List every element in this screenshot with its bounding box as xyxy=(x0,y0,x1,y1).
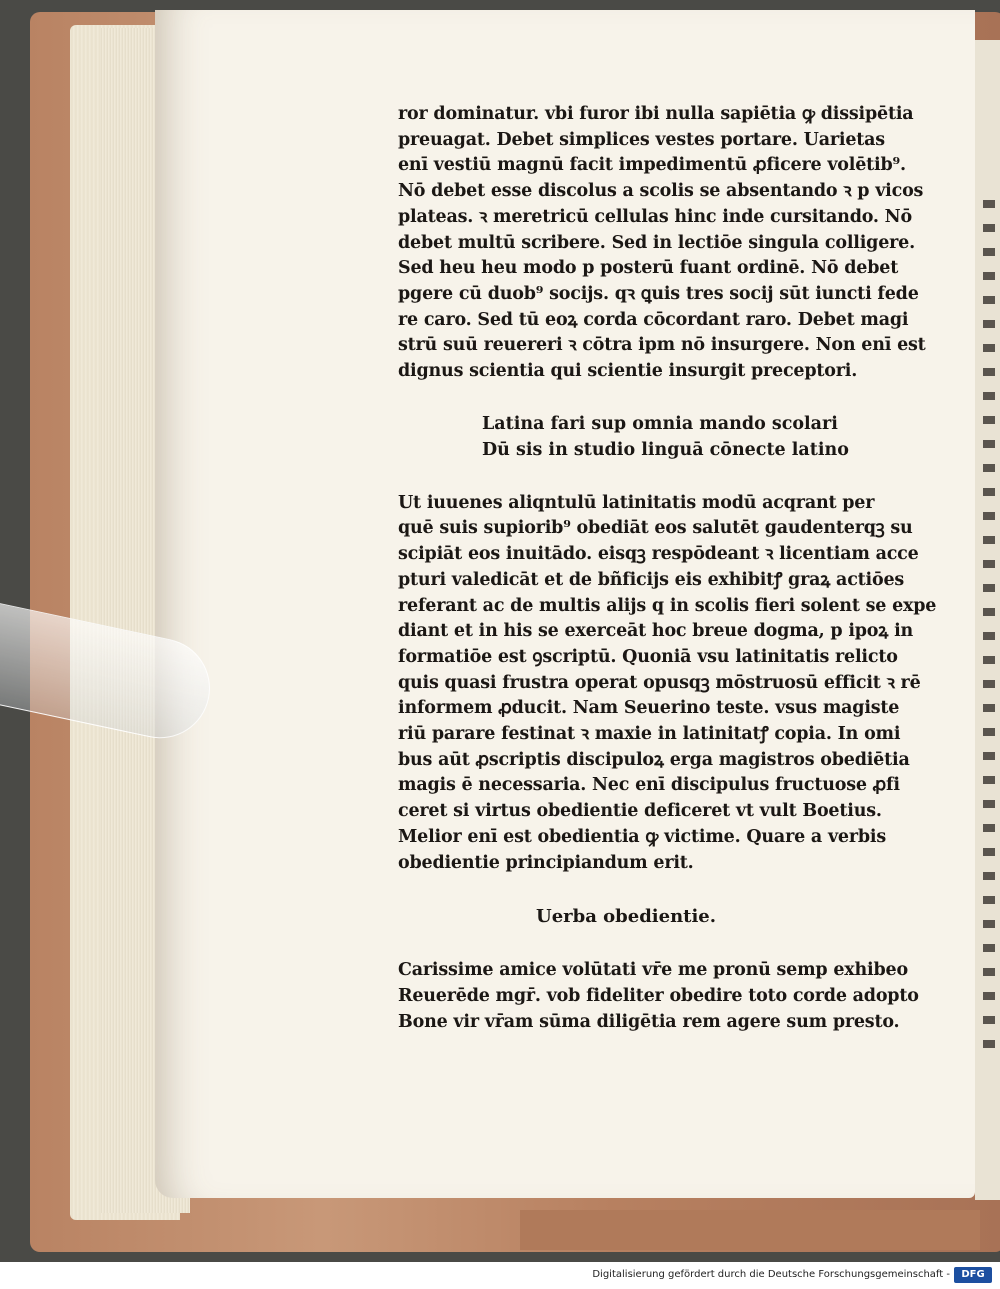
funding-credit: Digitalisierung gefördert durch die Deutsche Forschungsgemeinschaft - xyxy=(592,1269,950,1280)
page-text xyxy=(398,102,938,1035)
text-line: pturi valedicāt et de bñficijs eis exhibitꝭ graꝝ actiōes xyxy=(398,569,905,590)
text-line: riū parare festinat ꝛ maxie in latinitatꝭ copia. In omi xyxy=(398,724,901,745)
text-line: dignus scientia qui scientie insurgit preceptori. xyxy=(398,361,858,382)
paragraph-3 xyxy=(398,958,938,1035)
text-line: re caro. Sed tū eoꝝ corda cōcordant raro. Debet magi xyxy=(398,309,909,330)
text-line: enī vestiū magnū facit impedimentū ꝓficere volētib⁹. xyxy=(398,155,906,176)
text-line: plateas. ꝛ meretricū cellulas hinc inde cursitando. Nō xyxy=(398,206,912,227)
text-line: ceret si virtus obedientie deficeret vt vult Boetius. xyxy=(398,801,882,822)
text-line: informem ꝓducit. Nam Seuerino teste. vsus magiste xyxy=(398,698,900,719)
text-line: Melior enī est obedientia ꝙ victime. Quare a verbis xyxy=(398,826,887,847)
text-line: magis ē necessaria. Nec enī discipulus fructuose ꝓfi xyxy=(398,775,900,796)
text-line: quis quasi frustra operat opusqꝫ mōstruosū efficit ꝛ rē xyxy=(398,672,921,693)
text-line: Ut iuuenes aliqntulū latinitatis modū acqrant per xyxy=(398,492,875,513)
text-line: preuagat. Debet simplices vestes portare. Uarietas xyxy=(398,129,885,150)
text-line: debet multū scribere. Sed in lectiōe singula colligere. xyxy=(398,232,915,253)
dfg-logo: DFG xyxy=(954,1267,992,1283)
section-heading: Uerba obedientie. xyxy=(536,906,717,928)
text-line: bus aūt ꝓscriptis discipuloꝝ erga magistros obediētia xyxy=(398,749,910,770)
paragraph-1 xyxy=(398,102,938,385)
text-line: Reuerēde mgr̄. vob fideliter obedire toto corde adopto xyxy=(398,985,919,1006)
text-line: obedientie principiandum erit. xyxy=(398,852,694,873)
text-line: Carissime amice volūtati vr̄e me pronū semp exhibeo xyxy=(398,960,908,981)
cover-bottom-edge xyxy=(520,1210,980,1250)
text-line: diant et in his se exerceāt hoc breue dogma, p ipoꝝ in xyxy=(398,621,914,642)
text-line: Nō debet esse discolus a scolis se absentando ꝛ p vicos xyxy=(398,181,924,202)
facing-page-text-fragment xyxy=(983,200,995,1060)
text-line: Bone vir vr̄am sūma diligētia rem agere sum presto. xyxy=(398,1011,900,1032)
text-line: Sed heu heu modo p posterū fuant ordinē. Nō debet xyxy=(398,258,899,279)
verse-line: Dū sis in studio linguā cōnecte latino xyxy=(482,439,849,460)
footer xyxy=(0,1262,1000,1289)
paragraph-2 xyxy=(398,491,938,877)
text-line: referant ac de multis alijs q in scolis fieri solent se expe xyxy=(398,595,937,616)
text-line: ror dominatur. vbi furor ibi nulla sapiētia ꝙ dissipētia xyxy=(398,104,914,124)
verse-line: Latina fari sup omnia mando scolari xyxy=(482,413,838,434)
text-line: formatiōe est ꝯscriptū. Quoniā vsu latinitatis relicto xyxy=(398,646,898,667)
text-line: pgere cū duob⁹ socijs. qꝛ ꝗuis tres socij sūt iuncti fede xyxy=(398,283,919,304)
verse xyxy=(398,411,938,463)
text-line: scipiāt eos inuitādo. eisqꝫ respōdeant ꝛ licentiam acce xyxy=(398,544,919,565)
text-line: quē suis supiorib⁹ obediāt eos salutēt gaudenterqꝫ su xyxy=(398,518,913,539)
text-line: strū suū reuereri ꝛ cōtra ipm nō insurgere. Non enī est xyxy=(398,335,926,356)
